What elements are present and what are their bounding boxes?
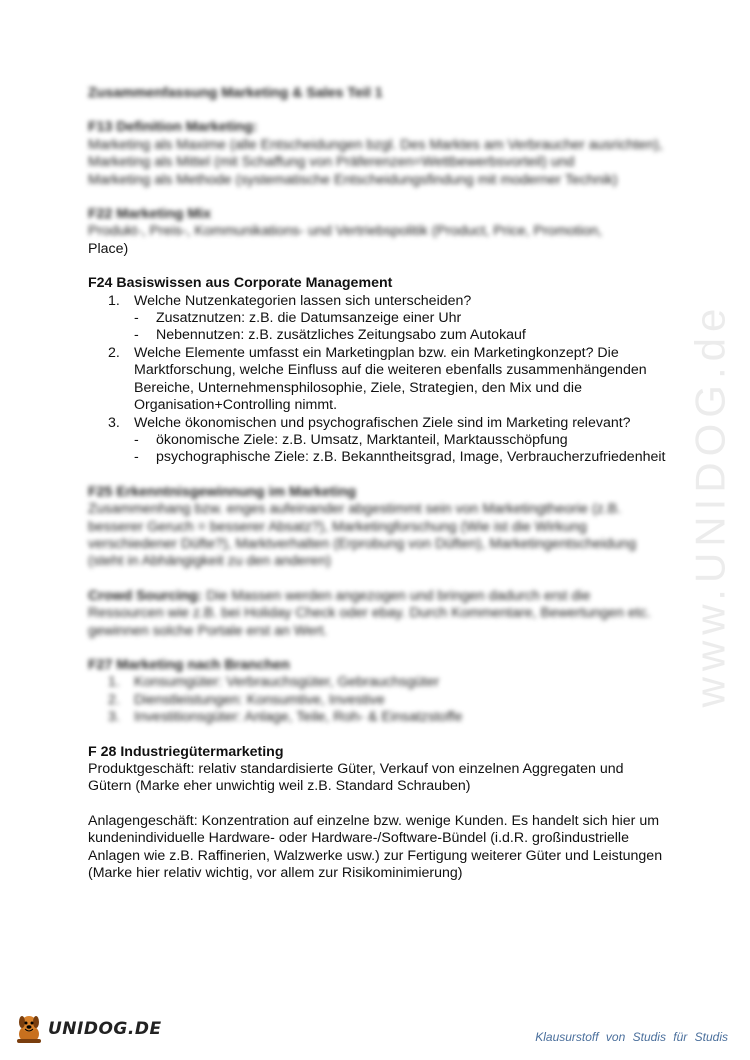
section-f28: [88, 744, 668, 883]
footer-tagline: Klausurstoff von Studis für Studis: [535, 1030, 728, 1044]
sub-item: - ökonomische Ziele: z.B. Umsatz, Marktanteil, Marktausschöpfung: [134, 432, 668, 449]
crowd-sourcing-label: Crowd Sourcing:: [88, 587, 203, 604]
logo-text: UNIDOG.DE: [48, 1019, 162, 1039]
list-item-number: 3.: [108, 709, 120, 726]
list-item-text: Welche Nutzenkategorien lassen sich unterscheiden?: [134, 292, 472, 309]
section-f22-text: Produkt-, Preis-, Kommunikations- und Vertriebspolitik (Product, Price, Promotion,: [88, 223, 603, 240]
list-item-text: Welche Elemente umfasst ein Marketingplan bzw. ein Marketingkonzept? Die Marktforschung, welche Einfluss auf die weiteren ebenfalls zusammenhängenden Bereiche, Unternehmensphilosophie, Ziele, Strategien, den Mix und die Organisation+Controlling nimmt.: [134, 344, 647, 414]
list-item-text: Investitionsgüter: Anlage, Teile, Roh- & Einsatzstoffe: [134, 709, 463, 726]
list-item-text: Dienstleistungen: Konsumtive, Investive: [134, 691, 385, 708]
section-f13-line: Marketing als Methode (systematische Entscheidungsfindung mit moderner Technik): [88, 171, 618, 188]
section-f13-line: Marketing als Mittel (mit Schaffung von Präferenzen=Wettbewerbsvorteil) und: [88, 154, 575, 171]
section-f28-paragraph: Anlagengeschäft: Konzentration auf einzelne bzw. wenige Kunden. Es handelt sich hier um kundenindividuelle Hardware- oder Hardware-/Software-Bündel (i.d.R. großindustrielle Anlagen wie z.B. Raffinerien, Walzwerke usw.) zur Fertigung weiterer Güter und Leistungen (Marke hier relativ wichtig, vor allem zur Risikominimierung): [88, 812, 663, 882]
sub-item-text: Nebennutzen: z.B. zusätzliches Zeitungsabo zum Autokauf: [156, 327, 526, 344]
section-f27: [88, 657, 668, 727]
list-item-number: 2.: [108, 691, 120, 708]
list-item: [88, 692, 668, 709]
list-item: [88, 415, 668, 467]
section-crowd-sourcing: [88, 588, 668, 640]
dog-icon: [12, 1012, 46, 1046]
crowd-sourcing-text: Die Massen werden angezogen und bringen dadurch erst die Ressourcen wie z.B. bei Holiday Check oder ebay. Durch Kommentare, Bewertungen etc. gewinnen solche Portale erst an Wert.: [88, 587, 651, 639]
sub-item-text: Zusatznutzen: z.B. die Datumsanzeige einer Uhr: [156, 310, 462, 327]
sub-item: - psychographische Ziele: z.B. Bekanntheitsgrad, Image, Verbraucherzufriedenheit: [134, 449, 668, 466]
sub-item: - Zusatznutzen: z.B. die Datumsanzeige einer Uhr: [134, 310, 668, 327]
list-item-text: Welche ökonomischen und psychografischen Ziele sind im Marketing relevant?: [134, 414, 631, 431]
section-f22: [88, 206, 668, 258]
list-item-number: 1.: [108, 292, 120, 309]
section-f28-paragraph: Produktgeschäft: relativ standardisierte Güter, Verkauf von einzelnen Aggregaten und Gütern (Marke eher unwichtig weil z.B. Standard Schrauben): [88, 761, 624, 795]
list-item-number: 2.: [108, 344, 120, 361]
section-f28-heading: F 28 Industriegütermarketing: [88, 743, 284, 760]
section-f13-heading: F13 Definition Marketing:: [88, 119, 258, 136]
unidog-logo[interactable]: [12, 1012, 162, 1046]
sub-item-text: psychographische Ziele: z.B. Bekanntheitsgrad, Image, Verbraucherzufriedenheit: [156, 449, 666, 466]
section-f24: [88, 275, 668, 466]
section-f22-text-end: Place): [88, 240, 129, 257]
list-item-number: 3.: [108, 414, 120, 431]
list-item: [88, 345, 668, 415]
sub-item: - Nebennutzen: z.B. zusätzliches Zeitungsabo zum Autokauf: [134, 327, 668, 344]
sub-item-text: ökonomische Ziele: z.B. Umsatz, Marktanteil, Marktausschöpfung: [156, 431, 568, 448]
watermark: [686, 280, 734, 730]
section-f13: [88, 119, 668, 189]
section-f27-heading: F27 Marketing nach Branchen: [88, 656, 290, 673]
section-f24-list: [88, 293, 668, 467]
list-item: [88, 674, 668, 691]
document-title: Zusammenfassung Marketing & Sales Teil 1: [88, 85, 383, 101]
section-f25-heading: F25 Erkenntnisgewinnung im Marketing: [88, 483, 357, 500]
section-f25-text: Zusammenhang bzw. enges aufeinander abgestimmt sein von Marketingtheorie (z.B. besserer Geruch = besserer Absatz?), Marketingforschung (Wie ist die Wirkung verschiedener Düfte?), Marktverhalten (Erprobung von Düften), Marketingentscheidung (steht in Abhängigkeit zu den anderen): [88, 501, 637, 570]
watermark-text: www.UNIDOG.de: [686, 302, 734, 708]
list-item-text: Konsumgüter: Verbrauchsgüter, Gebrauchsgüter: [134, 674, 440, 691]
document-page: [88, 85, 668, 899]
list-item-number: 1.: [108, 674, 120, 691]
section-f13-line: Marketing als Maxime (alle Entscheidungen bzgl. Des Marktes am Verbraucher ausrichten),: [88, 136, 663, 153]
section-f22-heading: F22 Marketing Mix: [88, 206, 211, 223]
section-f27-list: [88, 674, 668, 726]
list-item: [88, 709, 668, 726]
section-f24-heading: F24 Basiswissen aus Corporate Management: [88, 275, 393, 292]
section-f25: [88, 484, 668, 571]
list-item: [88, 293, 668, 345]
